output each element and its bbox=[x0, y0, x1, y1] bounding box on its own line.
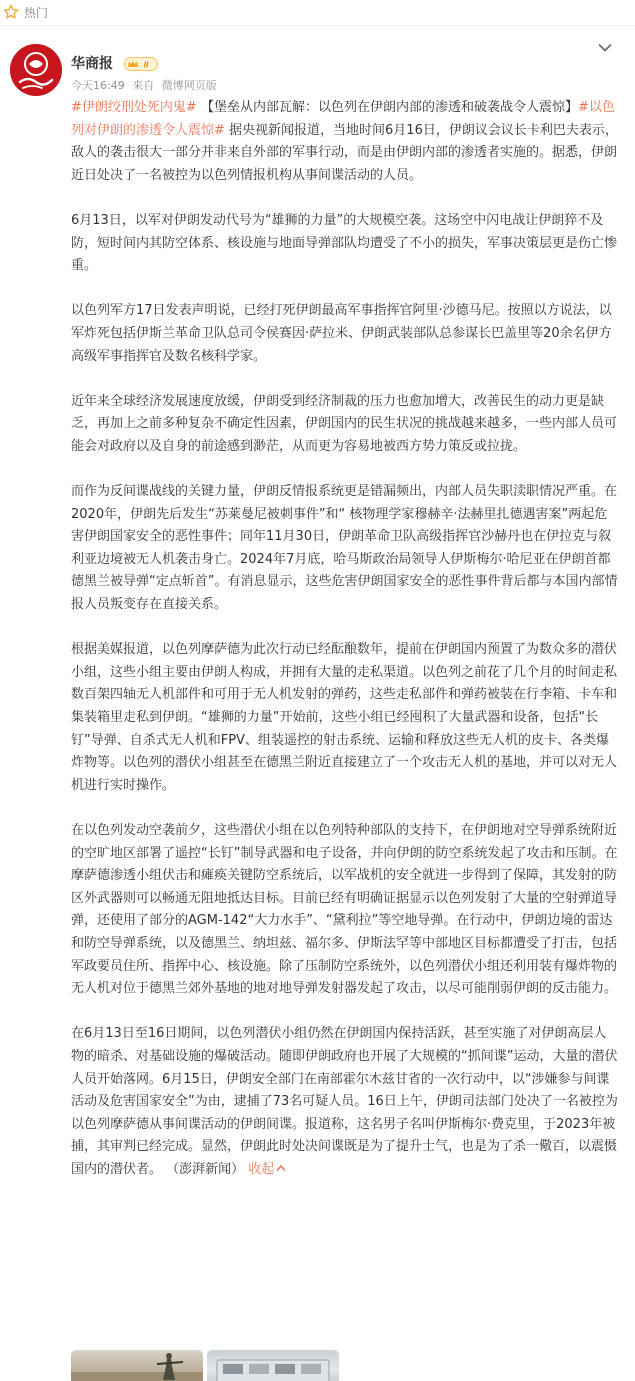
chevron-down-icon[interactable] bbox=[598, 43, 612, 53]
huashang-logo-icon bbox=[10, 44, 62, 96]
vip-crown-badge[interactable] bbox=[124, 57, 158, 71]
collapse-button[interactable] bbox=[248, 1162, 286, 1177]
chevron-up-icon bbox=[276, 1164, 286, 1172]
post-source: 微博网页版 bbox=[161, 79, 217, 92]
badge-level: II bbox=[143, 59, 149, 70]
collapse-label: 收起 bbox=[248, 1161, 275, 1177]
source-prefix: 来自 bbox=[132, 79, 155, 92]
post-image-2[interactable] bbox=[207, 1350, 339, 1381]
avatar[interactable] bbox=[10, 44, 62, 96]
post-image-1[interactable] bbox=[71, 1350, 203, 1381]
paragraph-7: 在以色列发动空袭前夕，这些潜伏小组在以色列特种部队的支持下，在伊朗地对空导弹系统附近的空旷地区部署了遥控“长钉”制导武器和电子设备，并向伊朗的防空系统发起了攻击和压制。在摩萨德渗透小组伏击和瘫痪关键防空系统后，以军战机的安全就进一步得到了保障，其发射的防区外武器则可以畅通无阻地抵达目标。目前已经有明确证据显示以色列发射了大量的空射弹道导弹，还使用了部分的AGM-142“大力水手”、“黛利拉”等空地导弹。在行动中，伊朗边境的雷达和防空导弹系统，以及德黑兰、纳坦兹、福尔多、伊斯法罕等中部地区目标都遭受了打击，包括军政要员住所、指挥中心、核设施。除了压制防空系统外，以色列潜伏小组还利用装有爆炸物的无人机对位于德黑兰郊外基地的地对地导弹发射器发起了攻击，以尽可能削弱伊朗的反击能力。 bbox=[71, 823, 618, 997]
paragraph-1-text: 据央视新闻报道，当地时间6月16日，伊朗议会议长卡利巴夫表示，敌人的袭击很大一部分并非来自外部的军事行动，而是由伊朗内部的渗透者实施的。据悉，伊朗近日处决了一名被控为以色列情报机构从事间谍活动的人员。 bbox=[71, 122, 618, 183]
star-outline-icon bbox=[3, 4, 19, 20]
username[interactable]: 华商报 bbox=[71, 56, 113, 72]
paragraph-8 bbox=[71, 1023, 619, 1181]
paragraph-2: 6月13日，以军对伊朗发动代号为“雄狮的力量”的大规模空袭。这场空中闪电战让伊朗猝不及防，短时间内其防空体系、核设施与地面导弹部队均遭受了不小的损失，军事决策层更是伤亡惨重。 bbox=[71, 212, 618, 274]
paragraph-3: 以色列军方17日发表声明说，已经打死伊朗最高军事指挥官阿里·沙德马尼。按照以方说法，以军炸死包括伊斯兰革命卫队总司令侯赛因·萨拉米、伊朗武装部队总参谋长巴盖里等20余名伊方高级军事指挥官及数名核科学家。 bbox=[71, 303, 612, 364]
paragraph-5: 而作为反间谍战线的关键力量，伊朗反情报系统更是错漏频出，内部人员失职渎职情况严重。在2020年，伊朗先后发生“苏莱曼尼被刺事件”和“ 核物理学家穆赫辛·法赫里扎德遇害案”两起危害伊朗国家安全的恶性事件；同年11月30日，伊朗革命卫队高级指挥官沙赫丹也在伊拉克与叙利亚边境被无人机袭击身亡。2024年7月底，哈马斯政治局领导人伊斯梅尔·哈尼亚在伊朗首都德黑兰被导弹“定点斩首”。有消息显示，这些危害伊朗国家安全的恶性事件背后都与本国内部情报人员叛变存在直接关系。 bbox=[71, 484, 618, 613]
source-credit: （澎湃新闻） bbox=[162, 1161, 245, 1177]
post-time[interactable]: 今天16:49 bbox=[71, 79, 125, 92]
post-headline: 【堡垒从内部瓦解：以色列在伊朗内部的渗透和破袭战令人震惊】 bbox=[200, 100, 578, 115]
paragraph-1 bbox=[71, 97, 619, 187]
paragraph-6: 根据美媒报道，以色列摩萨德为此次行动已经酝酿数年，提前在伊朗国内预置了为数众多的潜伏小组，这些小组主要由伊朗人构成，并拥有大量的走私渠道。以色列之前花了几个月的时间走私数百架四轴无人机部件和可用于无人机发射的弹药，这些走私部件和弹药被装在行李箱、卡车和集装箱里走私到伊朗。“雄狮的力量”开始前，这些小组已经囤积了大量武器和设备，包括“长钉”导弹、自杀式无人机和FPV、组装遥控的射击系统、运输和释放这些无人机的皮卡、各类爆炸物等。以色列的潜伏小组甚至在德黑兰附近直接建立了一个攻击无人机的基地，并可以对无人机进行实时操作。 bbox=[71, 642, 618, 793]
topic-tag-execution[interactable]: #伊朗绞刑处死内鬼# bbox=[71, 100, 197, 115]
top-bar bbox=[0, 0, 635, 26]
topic-tag-infiltration[interactable]: #以色列对伊朗的渗透令人震惊# bbox=[71, 100, 615, 138]
hot-label: 热门 bbox=[24, 6, 49, 20]
paragraph-8-text: 在6月13日至16日期间，以色列潜伏小组仍然在伊朗国内保持活跃，甚至实施了对伊朗高层人物的暗杀、对基础设施的爆破活动。随即伊朗政府也开展了大规模的“抓间谍”运动，大量的潜伏人员开始落网。6月15日，伊朗安全部门在南部霍尔木兹甘省的一次行动中，以“涉嫌参与间谍活动及危害国家安全”为由，逮捕了73名可疑人员。16日上午，伊朗司法部门处决了一名被控为以色列摩萨德从事间谍活动的伊朗间谍。报道称，这名男子名叫伊斯梅尔·费克里，于2023年被捕，其审判已经完成。显然，伊朗此时处决间谍既是为了提升士气，也是为了杀一儆百，以震慑国内的潜伏者。 bbox=[71, 1026, 618, 1177]
post-meta bbox=[71, 79, 221, 93]
equipment-photo-thumbnail bbox=[207, 1350, 339, 1381]
paragraph-4: 近年来全球经济发展速度放缓，伊朗受到经济制裁的压力也愈加增大，改善民生的动力更是缺乏，再加上之前多种复杂不确定性因素，伊朗国内的民生状况的挑战越来越多，一些内部人员可能会对政府以及自身的前途感到渺茫，从而更为容易地被西方势力策反或拉拢。 bbox=[71, 393, 618, 454]
image-gallery bbox=[71, 1350, 631, 1381]
post-body bbox=[71, 97, 619, 1182]
soldier-photo-thumbnail bbox=[71, 1350, 203, 1381]
